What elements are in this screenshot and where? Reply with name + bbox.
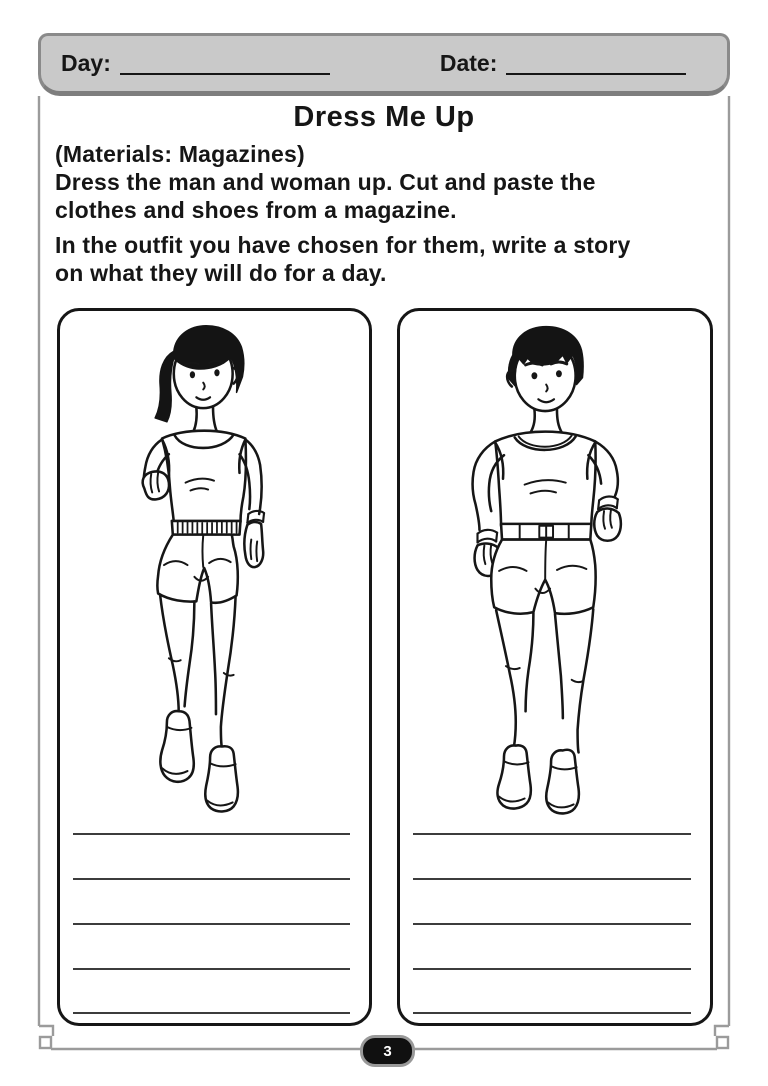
instruction-line: Dress the man and woman up. Cut and paste the: [55, 169, 596, 195]
page-number: 3: [383, 1042, 392, 1060]
writing-line[interactable]: [413, 878, 691, 880]
date-label: Date:: [439, 50, 498, 76]
man-panel: [397, 308, 713, 1026]
instruction-line: on what they will do for a day.: [55, 260, 387, 286]
writing-line[interactable]: [413, 968, 691, 970]
writing-line[interactable]: [73, 968, 350, 970]
story-writing-area: [400, 311, 710, 1023]
writing-line[interactable]: [73, 833, 350, 835]
writing-line[interactable]: [73, 878, 350, 880]
day-date-header-bar: [38, 33, 730, 96]
page-title: Dress Me Up: [293, 101, 475, 133]
page-number-badge: [360, 1035, 415, 1067]
writing-line[interactable]: [413, 833, 691, 835]
writing-line[interactable]: [413, 923, 691, 925]
writing-line[interactable]: [73, 923, 350, 925]
instructions-block: [55, 140, 715, 287]
materials-note: (Materials: Magazines): [55, 141, 305, 167]
instruction-line: In the outfit you have chosen for them, write a story: [55, 232, 631, 258]
story-writing-area: [60, 311, 369, 1023]
woman-panel: [57, 308, 372, 1026]
day-blank-field[interactable]: [120, 53, 330, 75]
date-blank-field[interactable]: [506, 53, 686, 75]
writing-line[interactable]: [413, 1012, 691, 1014]
writing-line[interactable]: [73, 1012, 350, 1014]
day-label: Day:: [61, 50, 111, 76]
instruction-line: clothes and shoes from a magazine.: [55, 197, 457, 223]
